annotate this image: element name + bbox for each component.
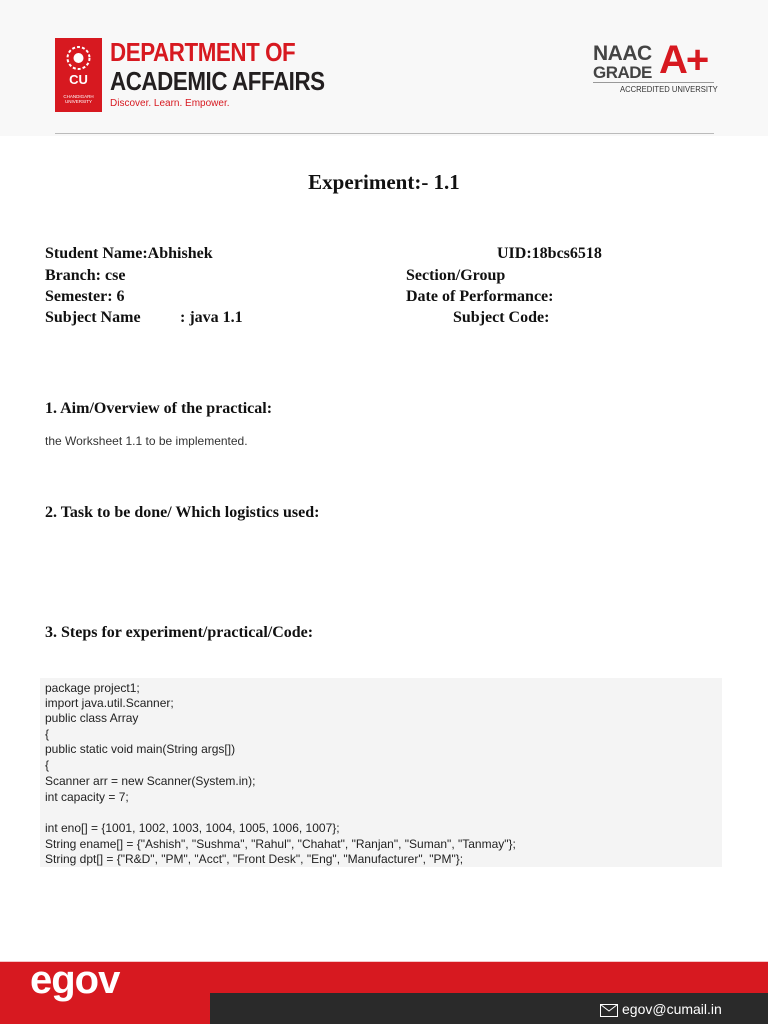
uid: UID:18bcs6518 xyxy=(497,245,602,262)
grade-label: GRADE xyxy=(593,63,652,82)
egov-logo: egov xyxy=(30,958,120,1002)
student-name: Student Name:Abhishek xyxy=(45,245,213,262)
logo-subtext: CHANDIGARH UNIVERSITY xyxy=(63,94,94,104)
code-line: { xyxy=(45,727,50,741)
heading-aim: 1. Aim/Overview of the practical: xyxy=(45,400,273,417)
code-line: String ename[] = {"Ashish", "Sushma", "Rahul", "Chahat", "Ranjan", "Suman", "Tanmay"}; xyxy=(45,837,516,851)
heading-steps: 3. Steps for experiment/practical/Code: xyxy=(45,624,314,641)
tagline: Discover. Learn. Empower. xyxy=(110,98,230,109)
code-line: public class Array xyxy=(45,711,139,725)
code-line: import java.util.Scanner; xyxy=(45,696,174,710)
code-line: String dpt[] = {"R&D", "PM", "Acct", "Front Desk", "Eng", "Manufacturer", "PM"}; xyxy=(45,852,464,866)
accredited-label: ACCREDITED UNIVERSITY xyxy=(620,84,718,94)
date-of-performance: Date of Performance: xyxy=(406,288,554,305)
department-title-line2: ACADEMIC AFFAIRS xyxy=(110,66,325,96)
code-line: Scanner arr = new Scanner(System.in); xyxy=(45,774,256,788)
code-line: package project1; xyxy=(45,681,140,695)
subject-name-value: : java 1.1 xyxy=(180,309,243,326)
university-logo xyxy=(55,38,102,112)
heading-task: 2. Task to be done/ Which logistics used: xyxy=(45,504,320,521)
grade-value: A+ xyxy=(659,38,708,82)
footer-email[interactable]: egov@cumail.in xyxy=(622,1001,722,1017)
subject-name-label: Subject Name xyxy=(45,309,141,326)
header-divider xyxy=(55,133,714,134)
letterhead xyxy=(0,0,768,136)
experiment-title: Experiment:- 1.1 xyxy=(308,170,460,194)
naac-divider xyxy=(593,82,714,83)
logo-text: CU xyxy=(69,72,88,87)
code-line: int eno[] = {1001, 1002, 1003, 1004, 1005, 1006, 1007}; xyxy=(45,821,340,835)
branch: Branch: cse xyxy=(45,267,126,284)
department-title-line1: DEPARTMENT OF xyxy=(110,37,296,67)
envelope-icon xyxy=(600,1004,618,1017)
code-line: { xyxy=(45,758,50,772)
section-group: Section/Group xyxy=(406,267,506,284)
code-line: int capacity = 7; xyxy=(45,790,129,804)
naac-label: NAAC xyxy=(593,42,652,65)
logo-emblem-icon xyxy=(63,43,94,73)
aim-text: the Worksheet 1.1 to be implemented. xyxy=(45,434,248,448)
subject-code: Subject Code: xyxy=(453,309,550,326)
code-line: public static void main(String args[]) xyxy=(45,742,236,756)
semester: Semester: 6 xyxy=(45,288,125,305)
